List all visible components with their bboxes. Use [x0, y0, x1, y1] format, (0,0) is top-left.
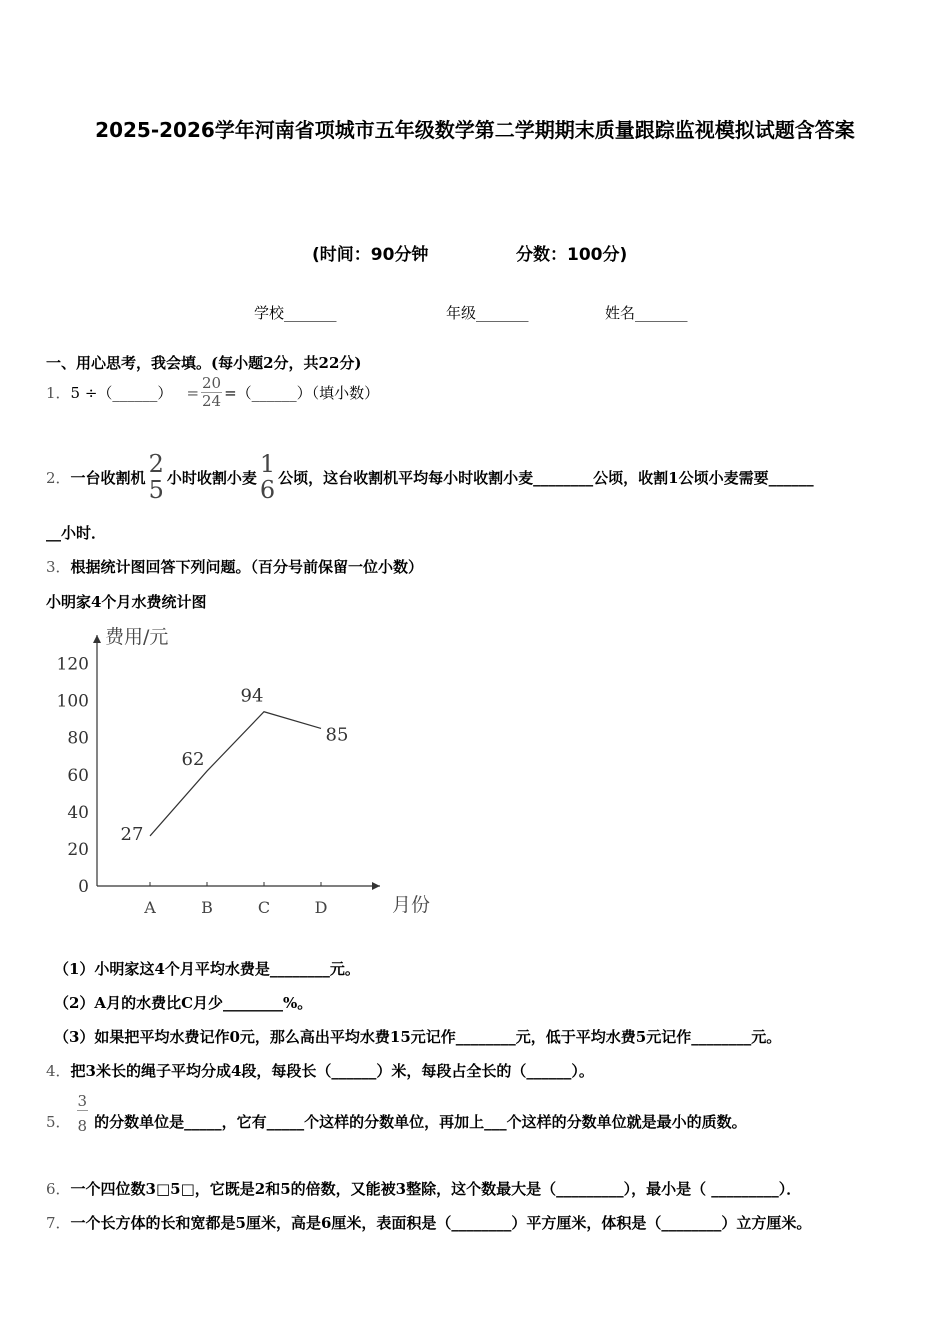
y-tick-label: 80: [67, 728, 89, 749]
q-num: 6．: [46, 1180, 71, 1198]
q2-text: 一台收割机: [70, 468, 146, 487]
data-label: 62: [181, 749, 205, 771]
question-1: [46, 376, 379, 409]
q3-sub-2: （2）A月的水费比C月少________%。: [54, 994, 313, 1012]
q1-part-a: 5 ÷（______）: [70, 384, 173, 402]
numerator: 2: [148, 450, 164, 478]
q-num: 2．: [46, 468, 71, 487]
q2-text: 公顷，这台收割机平均每小时收割小麦________公顷，收割1公顷小麦需要______: [278, 468, 814, 487]
x-axis-arrow: [372, 882, 380, 890]
q7-text: 一个长方体的长和宽都是5厘米，高是6厘米，表面积是（________）平方厘米，体积是（________）立方厘米。: [70, 1214, 812, 1232]
q6-text: 一个四位数3□5□，它既是2和5的倍数，又能被3整除，这个数最大是（_________），最小是（ _________）．: [70, 1180, 802, 1198]
q-num: 5．: [46, 1113, 71, 1131]
chart-title: 小明家4个月水费统计图: [46, 593, 207, 611]
denominator: 6: [259, 476, 276, 504]
x-tick-label: D: [314, 898, 328, 917]
q3-text: 根据统计图回答下列问题。（百分号前保留一位小数）: [70, 558, 424, 576]
school-field: 学校_______: [254, 304, 337, 322]
y-tick-label: 20: [67, 839, 89, 860]
y-axis-arrow: [93, 635, 101, 643]
question-3: [46, 556, 423, 577]
y-tick-label: 100: [56, 691, 89, 712]
numerator: 3: [77, 1092, 88, 1110]
name-field: 姓名_______: [605, 304, 688, 322]
data-label: 27: [120, 823, 144, 845]
q3-sub-3: （3）如果把平均水费记作0元，那么高出平均水费15元记作________元，低于平均水费5元记作________元。: [54, 1028, 782, 1046]
grade-field: 年级_______: [446, 304, 529, 322]
question-6: [46, 1178, 801, 1199]
numerator: 20: [202, 374, 222, 392]
question-2: [46, 452, 814, 502]
question-5: [46, 1094, 747, 1134]
q-num: 7．: [46, 1214, 71, 1232]
data-label: 85: [325, 724, 349, 746]
q3-sub-1: （1）小明家这4个月平均水费是________元。: [54, 960, 360, 978]
fraction-1-6: [259, 452, 276, 502]
denominator: 24: [202, 392, 222, 410]
q5-text: 的分数单位是_____，它有_____个这样的分数单位，再加上___个这样的分数单位就是最小的质数。: [94, 1113, 747, 1131]
denominator: 8: [77, 1117, 88, 1135]
y-tick-label: 60: [67, 765, 89, 786]
page-title: 2025-2026学年河南省项城市五年级数学第二学期期末质量跟踪监视模拟试题含答案: [95, 118, 855, 142]
equals: =: [186, 383, 200, 402]
question-4: [46, 1060, 594, 1081]
fraction-20-24: [201, 376, 222, 409]
y-tick-label: 120: [56, 654, 89, 675]
x-tick-label: C: [257, 898, 271, 917]
y-tick-label: 40: [67, 802, 89, 823]
numerator: 1: [259, 450, 276, 478]
q-num: 4．: [46, 1062, 71, 1080]
x-tick-label: B: [201, 898, 213, 917]
fraction-3-8: [77, 1094, 89, 1134]
x-axis-label: 月份: [392, 894, 431, 916]
q1-part-b: =（______）（填小数）: [224, 384, 380, 402]
fraction-2-5: [148, 452, 165, 502]
q-num: 3．: [46, 558, 71, 576]
section-heading: 一、用心思考，我会填。(每小题2分，共22分): [46, 354, 362, 372]
q-num: 1．: [46, 384, 71, 402]
data-label: 94: [240, 685, 264, 707]
score-info: 分数：100分): [516, 245, 628, 265]
y-tick-label: 0: [78, 877, 89, 897]
y-axis-label: 费用/元: [105, 626, 169, 648]
time-info: (时间：90分钟: [312, 245, 429, 265]
x-tick-label: A: [144, 898, 156, 917]
question-7: [46, 1212, 811, 1233]
q4-text: 把3米长的绳子平均分成4段，每段长（______）米，每段占全长的（______）。: [70, 1062, 594, 1080]
line-chart: [40, 615, 431, 925]
q2-continuation: __小时．: [46, 524, 107, 542]
data-line: [150, 712, 321, 836]
q2-text: 小时收割小麦: [166, 468, 257, 487]
denominator: 5: [148, 476, 164, 504]
